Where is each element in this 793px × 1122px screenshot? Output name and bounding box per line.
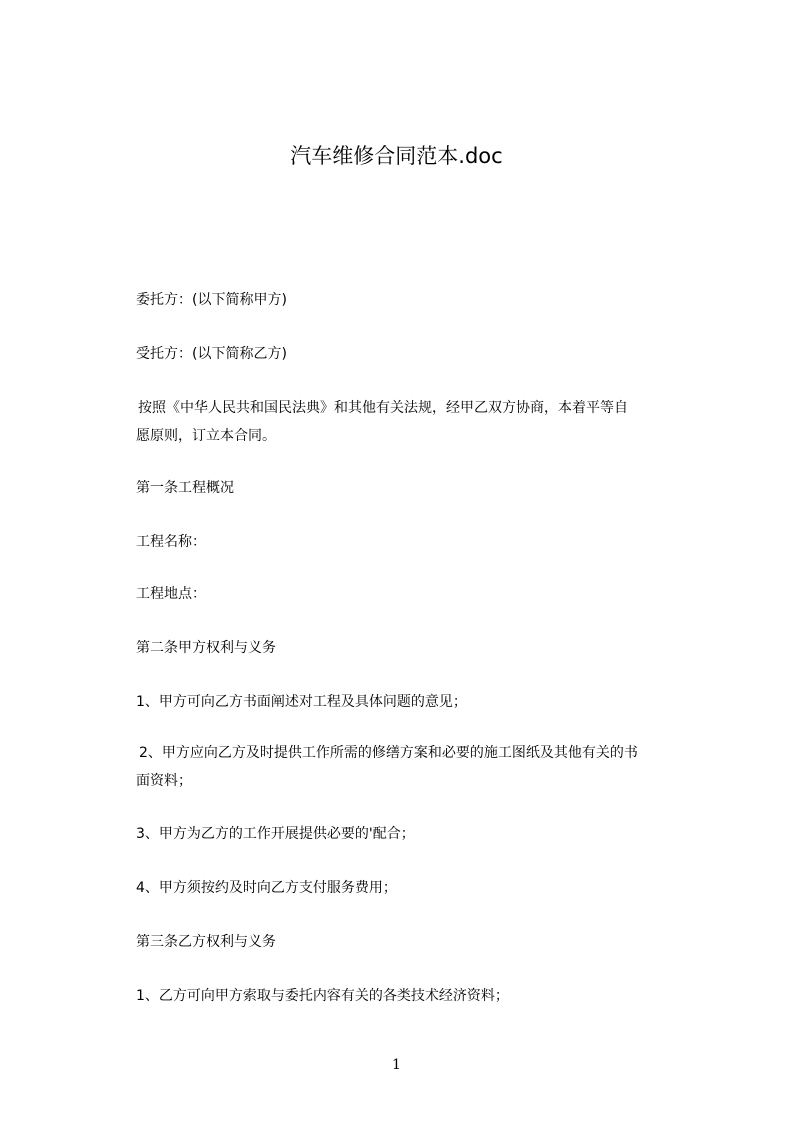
article-2-item-4: 4、甲方须按约及时向乙方支付服务费用； — [136, 880, 397, 896]
article-3-item-1: 1、乙方可向甲方索取与委托内容有关的各类技术经济资料； — [136, 988, 509, 1004]
article-2-item-2-line-2: 面资料； — [136, 773, 192, 789]
document-title: 汽车维修合同范本.doc — [290, 144, 503, 168]
project-location-line: 工程地点： — [136, 586, 206, 602]
article-2-item-2-line-1: 2、甲方应向乙方及时提供工作所需的修缮方案和必要的施工图纸及其他有关的书 — [139, 745, 638, 761]
preamble-paragraph — [138, 394, 718, 450]
client-line: 委托方：(以下简称甲方) — [136, 292, 287, 308]
preamble-line-1: 按照《中华人民共和国民法典》和其他有关法规，经甲乙双方协商，本着平等自 — [138, 400, 628, 416]
article-3-heading: 第三条乙方权利与义务 — [136, 934, 276, 950]
project-name-line: 工程名称： — [136, 534, 206, 550]
article-2-item-3: 3、甲方为乙方的工作开展提供必要的'配合； — [136, 826, 415, 842]
preamble-line-2: 愿原则，订立本合同。 — [136, 428, 276, 444]
article-2-item-2 — [136, 739, 719, 795]
article-2-heading: 第二条甲方权利与义务 — [136, 640, 276, 656]
contractor-line: 受托方：(以下简称乙方) — [136, 346, 287, 362]
article-1-heading: 第一条工程概况 — [136, 480, 234, 496]
article-2-item-1: 1、甲方可向乙方书面阐述对工程及具体问题的意见； — [136, 694, 467, 710]
page-number: 1 — [392, 1057, 401, 1073]
